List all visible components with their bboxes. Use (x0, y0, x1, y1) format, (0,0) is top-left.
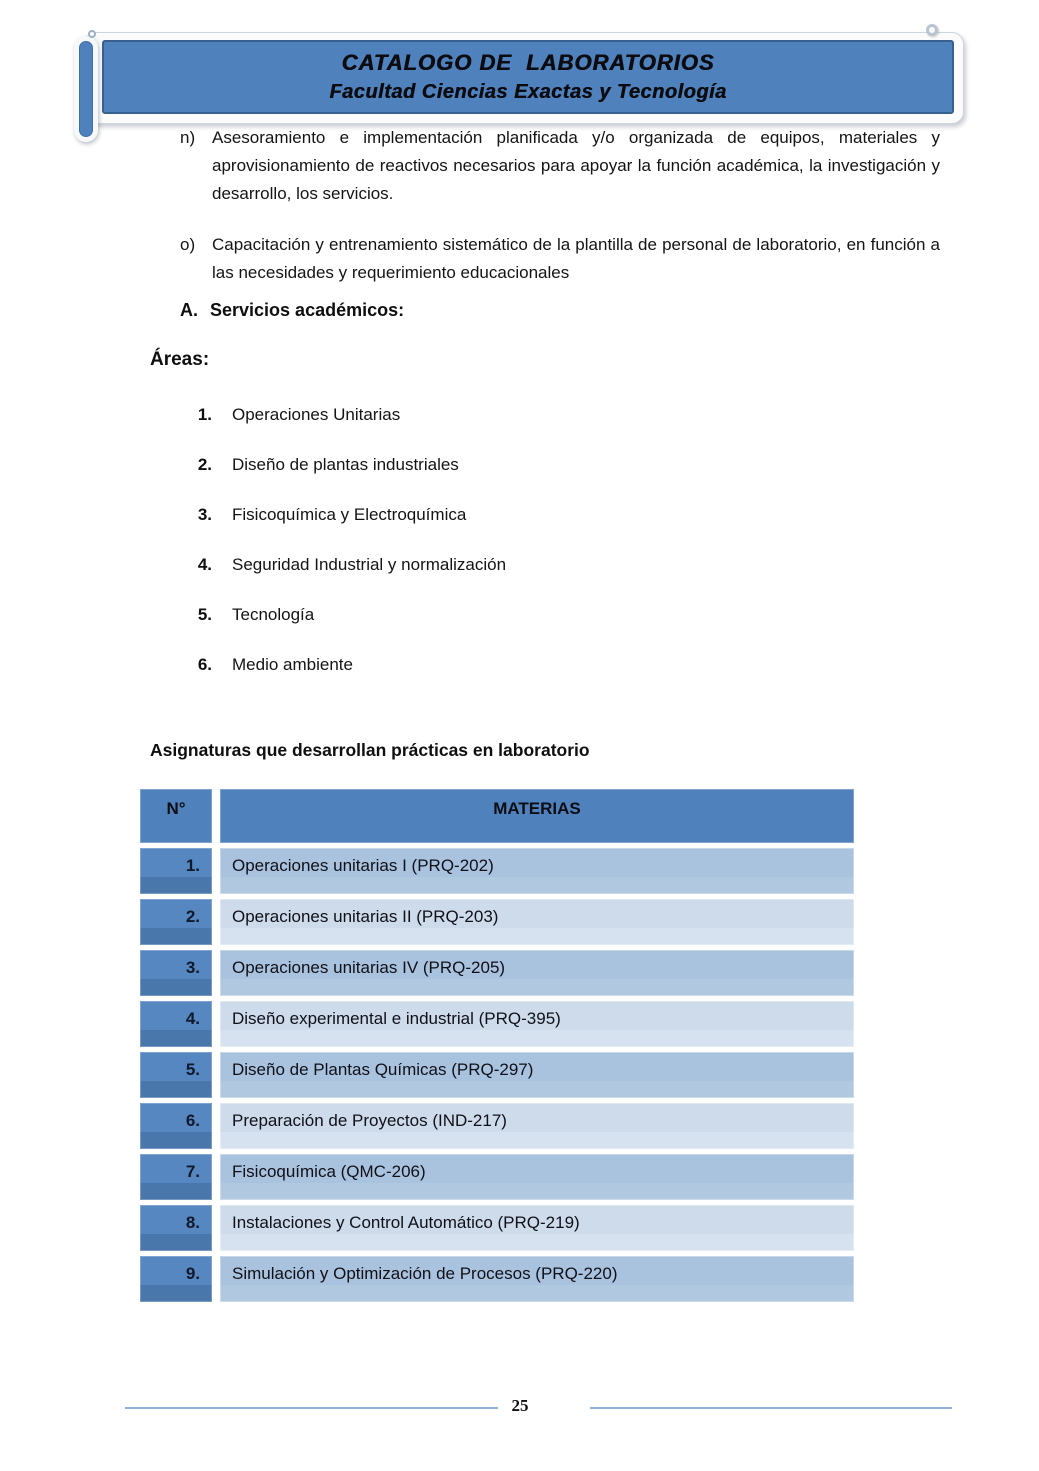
header-cell-materias: MATERIAS (220, 789, 854, 843)
row-materia-cell: Diseño de Plantas Químicas (PRQ-297) (220, 1052, 854, 1098)
row-num-cell: 5. (140, 1052, 212, 1098)
column-gap (212, 1256, 220, 1302)
list-item (190, 502, 690, 552)
row-num-cell: 1. (140, 848, 212, 894)
table-header-row (140, 789, 854, 843)
table-row (140, 1256, 854, 1302)
table-row (140, 950, 854, 996)
list-item-text: Medio ambiente (232, 655, 353, 674)
page-number: 25 (511, 1396, 529, 1415)
row-num-cell: 8. (140, 1205, 212, 1251)
list-item (190, 402, 690, 452)
row-materia-cell: Diseño experimental e industrial (PRQ-395) (220, 1001, 854, 1047)
subjects-table (140, 789, 854, 1307)
row-num-cell: 2. (140, 899, 212, 945)
list-item-text: Seguridad Industrial y normalización (232, 555, 507, 574)
column-gap (212, 1001, 220, 1047)
scroll-ring-icon (926, 24, 938, 36)
list-item-number: 2. (197, 455, 212, 474)
row-materia-cell: Operaciones unitarias IV (PRQ-205) (220, 950, 854, 996)
paragraph-n (180, 124, 940, 208)
list-item-text: Operaciones Unitarias (232, 405, 401, 424)
banner-title: CATALOGO DE LABORATORIOS (341, 49, 715, 75)
list-item-number: 4. (197, 555, 212, 574)
row-num-cell: 4. (140, 1001, 212, 1047)
row-materia-cell: Fisicoquímica (QMC-206) (220, 1154, 854, 1200)
paragraph-o-label: o) (180, 235, 196, 254)
column-gap (212, 848, 220, 894)
table-row (140, 1103, 854, 1149)
column-gap (212, 1154, 220, 1200)
row-num-cell: 6. (140, 1103, 212, 1149)
table-row (140, 899, 854, 945)
row-materia-cell: Simulación y Optimización de Procesos (PRQ-220) (220, 1256, 854, 1302)
table-row (140, 1205, 854, 1251)
scroll-roll-icon (74, 36, 98, 142)
banner-subtitle: Facultad Ciencias Exactas y Tecnología (329, 81, 727, 104)
table-row (140, 848, 854, 894)
table-row (140, 1154, 854, 1200)
list-item-number: 1. (197, 405, 212, 424)
paragraph-n-label: n) (180, 128, 196, 147)
table-row (140, 1052, 854, 1098)
paragraph-o-text: Capacitación y entrenamiento sistemático de la plantilla de personal de laboratorio, en función a las necesidades y requerimiento educacionales (212, 235, 940, 282)
list-item-number: 5. (197, 605, 212, 624)
list-item (190, 652, 690, 702)
list-item-number: 3. (197, 505, 212, 524)
column-gap (212, 899, 220, 945)
row-materia-cell: Operaciones unitarias II (PRQ-203) (220, 899, 854, 945)
list-item (190, 452, 690, 502)
scroll-curl-icon (88, 30, 96, 38)
column-gap (212, 1103, 220, 1149)
section-heading-title: Servicios académicos: (210, 300, 405, 320)
column-gap (212, 950, 220, 996)
subjects-heading: Asignaturas que desarrollan prácticas en laboratorio (150, 740, 590, 760)
footer-line-left (125, 1407, 498, 1409)
list-item-text: Diseño de plantas industriales (232, 455, 459, 474)
header-cell-num: N° (140, 789, 212, 843)
list-item (190, 602, 690, 652)
row-num-cell: 7. (140, 1154, 212, 1200)
footer-line-right (590, 1407, 952, 1409)
title-banner (70, 24, 964, 130)
section-heading (180, 300, 404, 321)
areas-list (190, 402, 690, 702)
areas-heading: Áreas: (150, 349, 210, 370)
row-materia-cell: Preparación de Proyectos (IND-217) (220, 1103, 854, 1149)
table-row (140, 1001, 854, 1047)
list-item-text: Tecnología (232, 605, 315, 624)
row-materia-cell: Operaciones unitarias I (PRQ-202) (220, 848, 854, 894)
column-gap (212, 789, 220, 843)
list-item-text: Fisicoquímica y Electroquímica (232, 505, 467, 524)
row-num-cell: 3. (140, 950, 212, 996)
paragraph-n-text: Asesoramiento e implementación planificada y/o organizada de equipos, materiales y aprovisionamiento de reactivos necesarios para apoyar la función académica, la investigación y desarrollo, los servicios. (212, 128, 940, 203)
list-item-number: 6. (197, 655, 212, 674)
column-gap (212, 1205, 220, 1251)
column-gap (212, 1052, 220, 1098)
section-heading-label: A. (180, 300, 198, 320)
list-item (190, 552, 690, 602)
row-materia-cell: Instalaciones y Control Automático (PRQ-219) (220, 1205, 854, 1251)
banner-panel (102, 40, 954, 114)
row-num-cell: 9. (140, 1256, 212, 1302)
paragraph-o (180, 231, 940, 287)
